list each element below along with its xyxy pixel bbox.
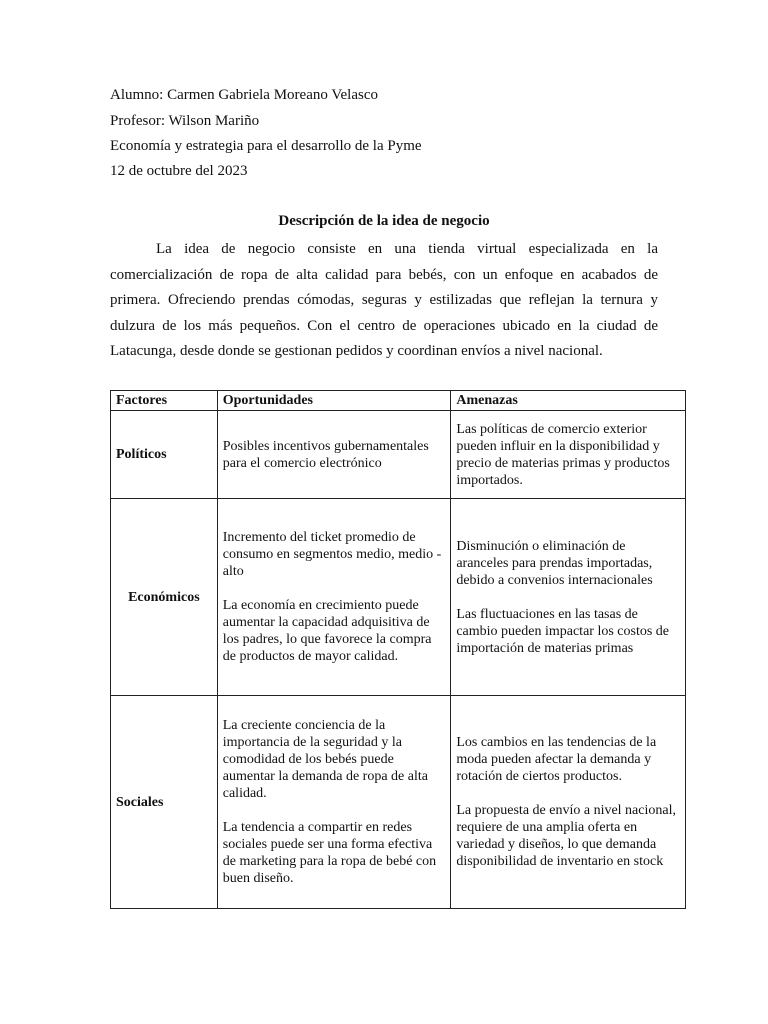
- threats-cell: [451, 411, 686, 499]
- opportunity-text: Incremento del ticket promedio de consumo en segmentos medio, medio - alto: [222, 530, 442, 579]
- factor-politicos: Políticos: [111, 411, 218, 499]
- opportunity-text: Posibles incentivos gubernamentales para el comercio electrónico: [222, 438, 429, 471]
- threats-cell: [451, 696, 686, 909]
- table-row: [111, 696, 686, 909]
- opportunities-cell: [217, 411, 451, 499]
- table-row: [111, 499, 686, 696]
- factor-economicos: Económicos: [111, 499, 218, 696]
- threats-cell: [451, 499, 686, 696]
- document-date: 12 de octubre del 2023: [110, 163, 248, 179]
- opportunity-text: La creciente conciencia de la importancia de la seguridad y la comodidad de los bebés puede aumentar la demanda de ropa de alta calidad.: [222, 718, 428, 801]
- table-header-row: [111, 391, 686, 411]
- header-factores: Factores: [111, 391, 218, 411]
- opportunities-cell: [217, 499, 451, 696]
- opportunity-text: La economía en crecimiento puede aumentar la capacidad adquisitiva de los padres, lo que favorece la compra de productos de mayor calidad.: [222, 598, 432, 664]
- opportunities-cell: [217, 696, 451, 909]
- teacher-name: Profesor: Wilson Mariño: [110, 113, 260, 129]
- student-name: Alumno: Carmen Gabriela Moreano Velasco: [110, 87, 378, 103]
- business-description: La idea de negocio consiste en una tienda virtual especializada en la comercialización de ropa de alta calidad para bebés, con un enfoque en acabados de primera. Ofreciendo prendas cómodas, seguras y estilizadas que reflejan la ternura y dulzura de los más pequeños. Con el centro de operaciones ubicado en la ciudad de Latacunga, desde donde se gestionan pedidos y coordinan envíos a nivel nacional.: [110, 241, 658, 360]
- threat-text: Las fluctuaciones en las tasas de cambio pueden impactar los costos de importación de materias primas: [456, 606, 670, 656]
- threat-text: La propuesta de envío a nivel nacional, requiere de una amplia oferta en variedad y diseños, lo que demanda disponibilidad de inventario en stock: [456, 803, 676, 869]
- opportunity-text: La tendencia a compartir en redes sociales puede ser una forma efectiva de marketing para la ropa de bebé con buen diseño.: [222, 820, 437, 886]
- header-oportunidades: Oportunidades: [217, 391, 451, 411]
- section-title: Descripción de la idea de negocio: [278, 213, 490, 229]
- course-name: Economía y estrategia para el desarrollo de la Pyme: [110, 138, 422, 154]
- factor-sociales: Sociales: [111, 696, 218, 909]
- table-row: [111, 411, 686, 499]
- factors-table: [110, 390, 686, 909]
- threat-text: Las políticas de comercio exterior pueden influir en la disponibilidad y precio de materias primas y productos importados.: [456, 421, 670, 488]
- header-amenazas: Amenazas: [451, 391, 686, 411]
- threat-text: Los cambios en las tendencias de la moda pueden afectar la demanda y rotación de ciertos productos.: [456, 735, 657, 784]
- threat-text: Disminución o eliminación de aranceles para prendas importadas, debido a convenios internacionales: [456, 538, 653, 588]
